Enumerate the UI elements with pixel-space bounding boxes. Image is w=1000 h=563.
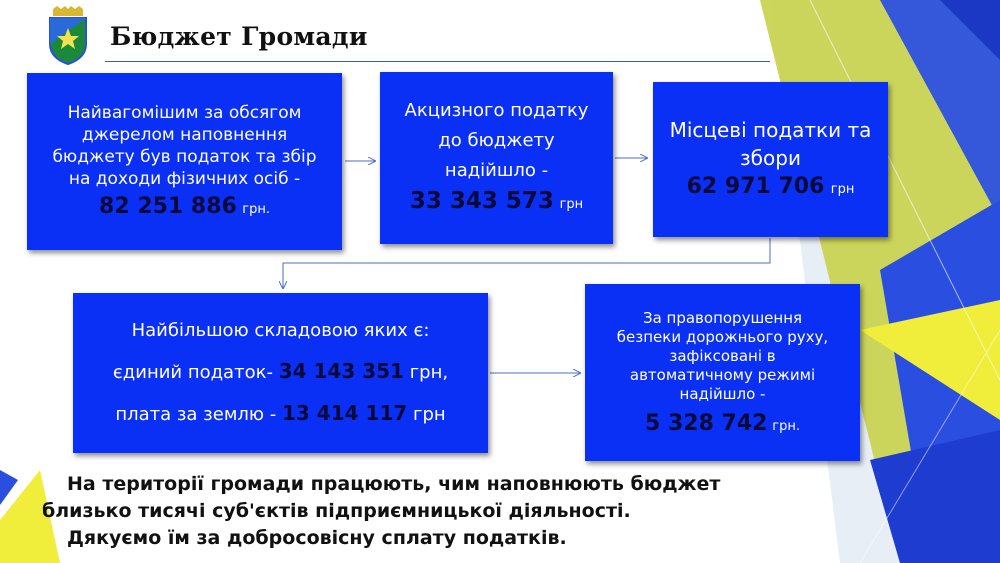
land-fee-unit: грн (413, 404, 446, 425)
box5-amount-line (645, 411, 800, 436)
box2-line2: до бюджету (438, 130, 555, 151)
box4-line1: Найбільшою складовою яких є: (131, 320, 430, 341)
page-title: Бюджет Громади (110, 22, 368, 51)
excise-tax-box (380, 72, 613, 244)
box1-text: Найвагомішим за обсягом джерелом наповнення бюджету був податок та збір на доходи фізичних осіб - (52, 103, 317, 189)
footer-line3: Дякуємо їм за добросовісну сплату податків. (67, 527, 567, 549)
single-tax-label: єдиний податок- (112, 362, 273, 383)
box3-amount-line (687, 172, 855, 204)
single-tax-unit: грн, (409, 362, 449, 383)
footer-line1: На території громади працюють, чим наповнюють бюджет (67, 473, 721, 495)
box1-amount-line (99, 196, 270, 221)
footer-text (42, 471, 720, 552)
box3-line2: збори (740, 145, 801, 170)
box3-line1: Місцеві податки та (669, 117, 872, 142)
box2-line1: Акцизного податку (404, 100, 589, 121)
box2-unit: грн (559, 197, 584, 212)
personal-income-tax-box (27, 73, 342, 250)
traffic-violations-box (585, 284, 860, 461)
box5-text: За правопорушення безпеки дорожнього руху, зафіксовані в автоматичному режимі надійшло - (616, 309, 829, 403)
box2-line3: надійшло - (444, 160, 549, 181)
single-tax-amount: 34 143 351 (278, 359, 404, 383)
box4-line2 (113, 351, 448, 393)
box5-unit: грн. (772, 419, 800, 434)
box1-unit: грн. (242, 202, 270, 217)
largest-components-box (73, 293, 488, 453)
arrow-box3-box4 (283, 238, 770, 288)
local-taxes-box (653, 82, 888, 237)
box3-amount: 62 971 706 (686, 173, 825, 199)
box1-amount: 82 251 886 (99, 194, 237, 219)
land-fee-amount: 13 414 117 (282, 401, 408, 425)
box2-amount-line (410, 186, 583, 220)
box5-amount: 5 328 742 (645, 411, 768, 436)
box4-line3 (115, 393, 445, 435)
box3-unit: грн (830, 181, 855, 197)
box2-amount: 33 343 573 (409, 188, 554, 214)
footer-line2: близько тисячі суб'єктів підприємницької діяльності. (42, 500, 631, 522)
land-fee-label: плата за землю - (115, 404, 277, 425)
